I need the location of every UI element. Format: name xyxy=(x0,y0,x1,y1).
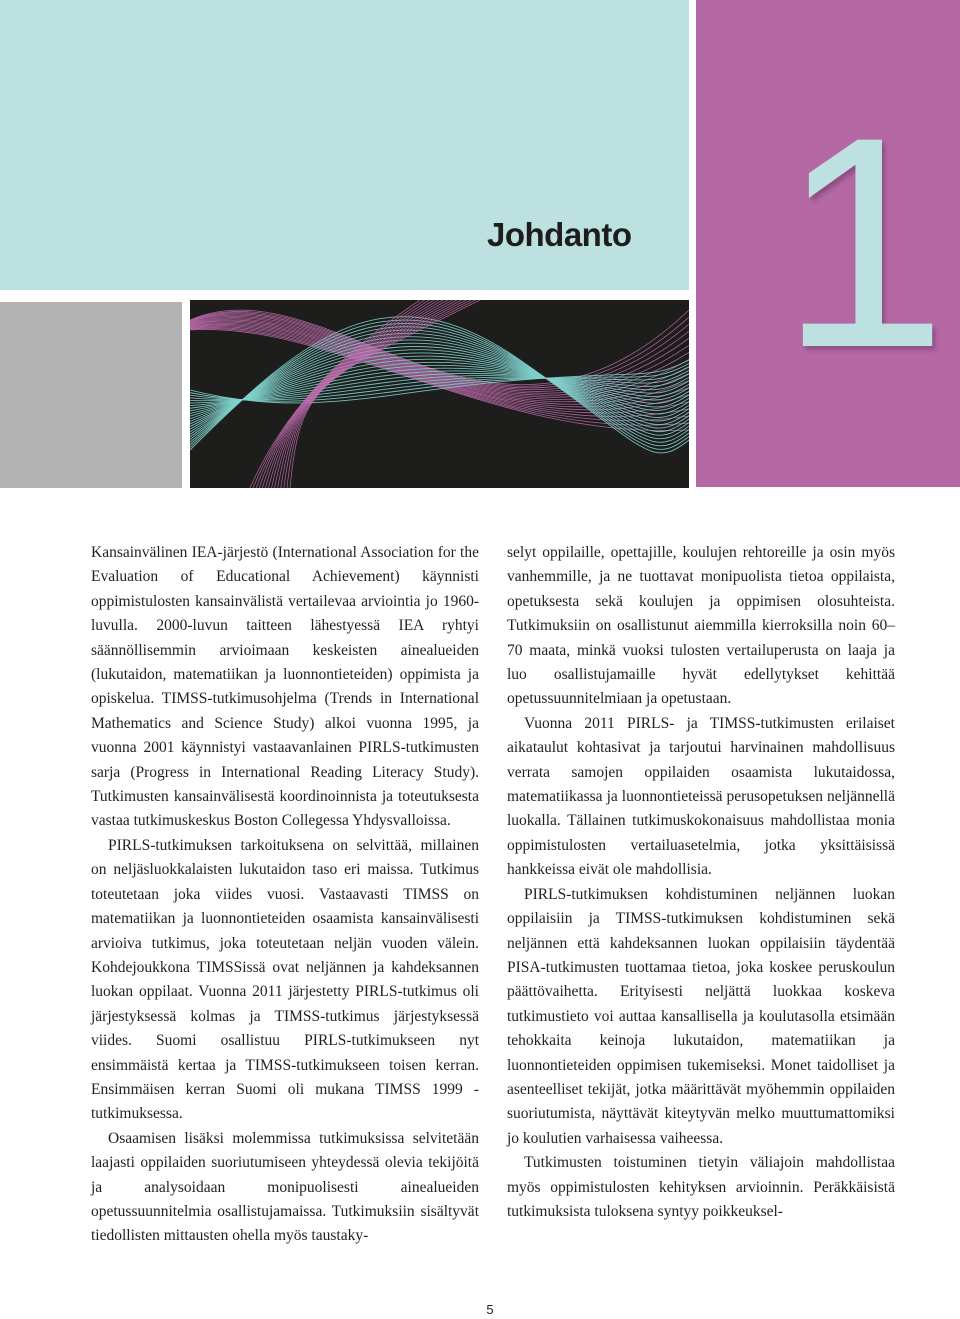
chapter-title: Johdanto xyxy=(487,216,632,253)
gray-decor-block xyxy=(0,302,182,488)
right-text-column xyxy=(507,541,895,1224)
line-art-svg xyxy=(190,300,689,488)
page-number: 5 xyxy=(486,1302,494,1317)
paragraph: Tutkimusten toistuminen tietyin väliajoin mahdollistaa myös oppimistulosten kehityksen arvioinnin. Peräkkäisistä tutkimuksista tuloksena syntyy poikkeuksel- xyxy=(507,1154,895,1220)
paragraph: Osaamisen lisäksi molemmissa tutkimuksissa selvitetään laajasti oppilaiden suoriutumiseen yhteydessä olevia tekijöitä ja analysoidaan monipuolisesti ainealueiden opetussuunnitelmia osallistujamaissa. Tutkimuksiin sisältyvät tiedollisten mittausten ohella myös taustaky- xyxy=(91,1129,479,1245)
paragraph: PIRLS-tutkimuksen tarkoituksena on selvittää, millainen on neljäsluokkalaisten lukutaidon taso eri maissa. Tutkimus toteutetaan joka viides vuosi. Vastaavasti TIMSS on matematiikan ja luonnontieteiden osaamista kansainvälisesti arvioiva tutkimus, joka toteutetaan neljän vuoden välein. Kohdejoukkona TIMSSissä ovat neljännen ja kahdeksannen luokan oppilaat. Vuonna 2011 järjestetty PIRLS-tutkimus oli järjestyksessä kolmas ja TIMSS-tutkimus järjestyksessä viides. Suomi osallistuu PIRLS-tutkimukseen nyt ensimmäistä kertaa ja TIMSS-tutkimukseen toisen kerran. Ensimmäisen kerran Suomi oli mukana TIMSS 1999 -tutkimuksessa. xyxy=(91,836,479,1123)
chapter-number: 1 xyxy=(780,74,937,410)
line-art-image xyxy=(190,300,689,488)
paragraph: Kansainvälinen IEA-järjestö (International Association for the Evaluation of Educational Achievement) käynnisti oppimistulosten kansainvälistä vertailevaa arviointia jo 1960-luvulla. 2000-luvun taitteen lähestyessä IEA ryhtyi säännöllisemmin arvioimaan keskeisten ainealueiden (lukutaidon, matematiikan ja luonnontieteiden) oppimista ja opiskelua. TIMSS-tutkimusohjelma (Trends in International Mathematics and Science Study) alkoi vuonna 1995, ja vuonna 2001 käynnistyi vastaavanlainen PIRLS-tutkimusten sarja (Progress in International Reading Literacy Study). Tutkimusten kansainvälisestä koordinoinnista ja toteutuksesta vastaa tutkimuskeskus Boston Collegessa Yhdysvalloissa. xyxy=(91,544,479,830)
paragraph: PIRLS-tutkimuksen kohdistuminen neljännen luokan oppilaisiin ja TIMSS-tutkimuksen kohdistuminen sekä neljännen että kahdeksannen luokan oppilaisiin täydentää PISA-tutkimusten tuottamaa tietoa, joka koskee peruskoulun päättövaihetta. Erityisesti neljättä luokkaa koskeva tutkimustieto voi auttaa kansallisella ja koulutasolla etsimään tehokkaita keinoja lukutaidon, matematiikan ja luonnontieteiden oppimisen tukemiseksi. Monet taidolliset ja asenteelliset tekijät, jotka määrittävät myöhemmin oppilaiden suoriutumista, näyttävät kiteytyvän melko muuttumattomiksi jo koulutien varhaisessa vaiheessa. xyxy=(507,885,895,1147)
left-text-column xyxy=(91,541,479,1249)
paragraph: Vuonna 2011 PIRLS- ja TIMSS-tutkimusten erilaiset aikataulut kohtasivat ja tarjoutui harvinainen mahdollisuus verrata samojen oppilaiden osaamista lukutaidossa, matematiikassa ja luonnontieteissä perusopetuksen neljännellä luokalla. Tällainen tutkimuskokonaisuus mahdollistaa monia oppimistulosten vertailuasetelmia, jotka yksittäisissä hankkeissa eivät ole mahdollisia. xyxy=(507,714,895,879)
paragraph: selyt oppilaille, opettajille, koulujen rehtoreille ja osin myös vanhemmille, ja ne tuottavat monipuolista tietoa oppilaista, opetuksesta sekä koulujen ja oppimisen olosuhteista. Tutkimuksiin on osallistunut aiemmilla kierroksilla noin 60–70 maata, minkä vuoksi tulosten vertailuperusta on laaja ja luo osallistujamaille hyvät edellytykset kehittää opetussuunnitelmiaan ja opetustaan. xyxy=(507,544,895,708)
